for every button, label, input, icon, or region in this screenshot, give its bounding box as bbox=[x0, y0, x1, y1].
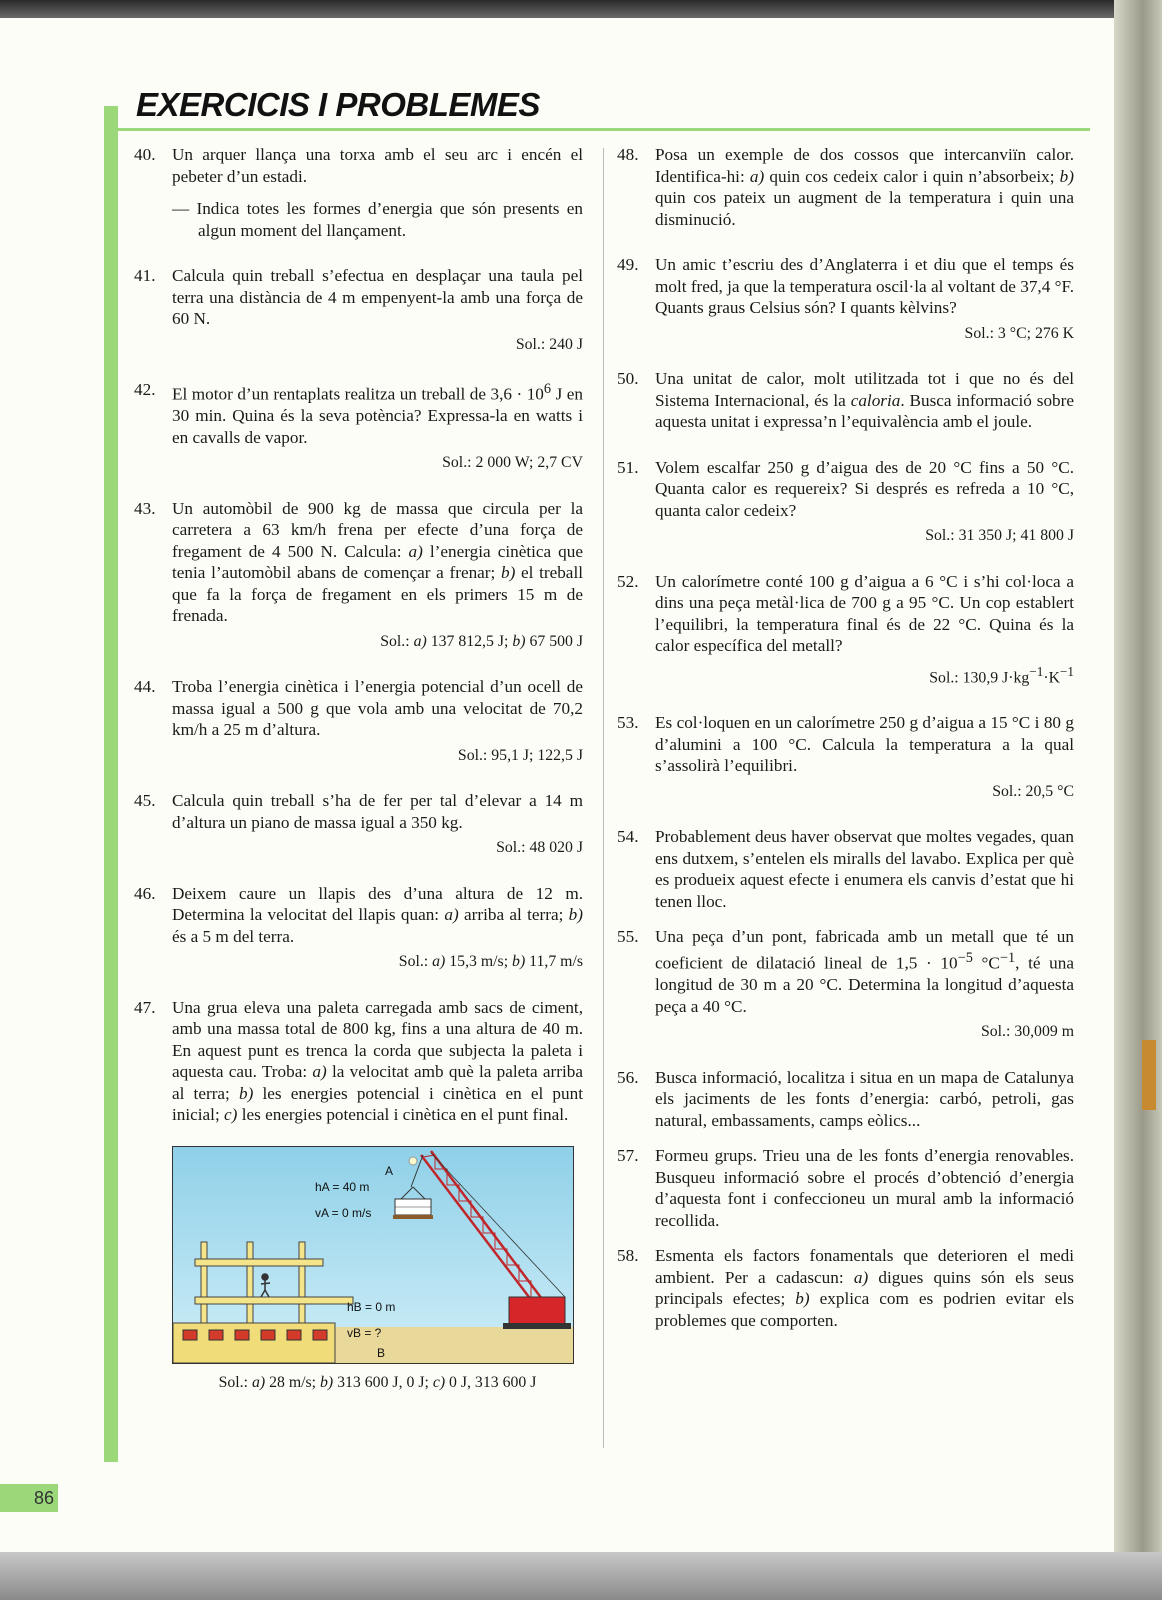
solution: Sol.: 240 J bbox=[515, 335, 583, 353]
exercise-51 bbox=[617, 457, 1074, 547]
exercise-text: Una unitat de calor, molt utilitzada tot i que no és del Sistema Internacional, és la caloria. Busca informació sobre aquesta unitat i expressa’n l’equivalència amb el joule. bbox=[655, 369, 1074, 431]
solution: Sol.: 30,009 m bbox=[980, 1023, 1074, 1040]
exercise-43 bbox=[134, 498, 583, 653]
exercise-47 bbox=[134, 997, 583, 1126]
exercise-number: 58. bbox=[617, 1246, 639, 1265]
exercise-number: 41. bbox=[134, 266, 156, 285]
exercise-55 bbox=[617, 926, 1074, 1042]
exercise-text: Es col·loquen en un calorímetre 250 g d’aigua a 15 °C i 80 g d’alumini a 100 °C. Calcula la temperatura a la qual s’assolirà l’equilibri. bbox=[655, 713, 1074, 776]
solution: Sol.: 20,5 °C bbox=[992, 782, 1074, 800]
crane-illustration bbox=[172, 1146, 574, 1364]
left-column bbox=[134, 144, 583, 1393]
figure-solution: Sol.: a) 28 m/s; b) 313 600 J, 0 J; c) 0 J, 313 600 J bbox=[218, 1373, 537, 1391]
exercise-number: 52. bbox=[617, 571, 639, 591]
exercise-45 bbox=[134, 790, 583, 859]
exercise-number: 57. bbox=[617, 1146, 639, 1165]
title-underline bbox=[118, 128, 1090, 131]
exercise-42 bbox=[134, 379, 583, 474]
solution: Sol.: 31 350 J; 41 800 J bbox=[925, 527, 1074, 544]
exercise-57 bbox=[617, 1145, 1074, 1231]
exercise-number: 50. bbox=[617, 369, 639, 388]
exercise-41 bbox=[134, 265, 583, 355]
right-column bbox=[617, 144, 1074, 1345]
exercise-text: Esmenta els factors fonamentals que deterioren el medi ambient. Per a cadascun: a) digues quins són els seus principals efectes; b) explica com es podrien evitar els problemes que comporten. bbox=[655, 1246, 1074, 1330]
exercise-56 bbox=[617, 1067, 1074, 1132]
page-title: EXERCICIS I PROBLEMES bbox=[136, 86, 540, 123]
exercise-53 bbox=[617, 712, 1074, 802]
exercise-text: Calcula quin treball s’efectua en desplaçar una taula pel terra una distància de 4 m empenyent-la amb una força de 60 N. bbox=[172, 266, 583, 328]
exercise-number: 54. bbox=[617, 827, 639, 847]
exercise-52 bbox=[617, 571, 1074, 689]
exercise-text: Un calorímetre conté 100 g d’aigua a 6 °C i s’hi col·loca a dins una peça metàl·lica de 700 g a 95 °C. Un cop establert l’equilibri, la temperatura final és de 22 °C. Quina és la calor específica del metall? bbox=[655, 571, 1074, 655]
height-b-label: hB = 0 m bbox=[347, 1299, 396, 1314]
exercise-text: Troba l’energia cinètica i l’energia potencial d’un ocell de massa igual a 500 g que vola amb una velocitat de 70,2 km/h a 25 m d’altura. bbox=[172, 677, 583, 740]
exercise-number: 40. bbox=[134, 145, 156, 164]
height-a-label: hA = 40 m bbox=[315, 1179, 370, 1194]
exercise-number: 46. bbox=[134, 883, 156, 903]
exercise-text: Un amic t’escriu des d’Anglaterra i et diu que el temps és molt fred, ja que la temperatura oscil·la al voltant de 37,4 °F. Quants graus Celsius són? I quants kèlvins? bbox=[655, 255, 1074, 317]
scan-right-edge bbox=[1114, 0, 1162, 1600]
adjacent-page-tab bbox=[1142, 1040, 1156, 1110]
exercise-54 bbox=[617, 826, 1074, 912]
exercise-49 bbox=[617, 254, 1074, 344]
point-b-label: B bbox=[377, 1345, 386, 1360]
exercise-text: Busca informació, localitza i situa en un mapa de Catalunya els jaciments de les fonts d’energia: carbó, petroli, gas natural, embassaments, camps eòlics... bbox=[655, 1067, 1074, 1130]
exercise-text: Una grua eleva una paleta carregada amb sacs de ciment, amb una massa total de 800 kg, fins a una altura de 40 m. En aquest punt es trenca la corda que subjecta la paleta i aquesta cau. Troba: a) la velocitat amb què la paleta arriba al terra; b) les energies potencial i cinètica en el punt inicial; c) les energies potencial i cinètica en el punt final. bbox=[172, 997, 583, 1125]
exercise-number: 53. bbox=[617, 713, 639, 733]
exercise-40 bbox=[134, 144, 583, 241]
solution: Sol.: 3 °C; 276 K bbox=[964, 324, 1074, 342]
section-accent-bar bbox=[104, 106, 118, 1462]
column-divider bbox=[603, 148, 604, 1448]
velocity-b-label: vB = ? bbox=[347, 1325, 382, 1340]
exercise-text: Probablement deus haver observat que moltes vegades, quan ens dutxem, s’entelen els miralls del lavabo. Explica per què es produeix aquest efecte i enumera els canvis d’estat que hi tenen lloc. bbox=[655, 827, 1074, 911]
exercise-text: Un automòbil de 900 kg de massa que circula per la carretera a 63 km/h frena per efecte d’una força de fregament de 4 500 N. Calcula: a) l’energia cinètica que tenia l’automòbil abans de començar a frenar; b) el treball que fa la força de fregament en els primers 15 m de frenada. bbox=[172, 498, 583, 626]
exercise-number: 44. bbox=[134, 677, 156, 697]
solution: Sol.: 130,9 $J\cdot kg^{-1}\cdot K^{-1}$ bbox=[929, 663, 1074, 686]
scan-top-edge bbox=[0, 0, 1162, 18]
exercise-48 bbox=[617, 144, 1074, 230]
scan-bottom-edge bbox=[0, 1552, 1162, 1600]
solution: Sol.: 95,1 J; 122,5 J bbox=[457, 746, 583, 764]
exercise-number: 49. bbox=[617, 255, 639, 274]
exercise-number: 43. bbox=[134, 498, 156, 518]
exercise-text: Calcula quin treball s’ha de fer per tal d’elevar a 14 m d’altura un piano de massa igual a 350 kg. bbox=[172, 791, 583, 832]
exercise-50 bbox=[617, 368, 1074, 433]
exercise-text: Una peça d’un pont, fabricada amb un metall que té un coeficient de dilatació lineal de $1,5 \cdot 10^{-5}$ $^\circ C^{-1}$, té una longitud de 30 m a 20 °C. Determina la longitud d’aquesta peça a 40 °C. bbox=[655, 927, 1074, 1016]
exercise-text: Volem escalfar 250 g d’aigua des de 20 °C fins a 50 °C. Quanta calor es requereix? Si després es refreda a 10 °C, quanta calor cedeix? bbox=[655, 457, 1074, 520]
solution: Sol.: 2 000 W; 2,7 CV bbox=[442, 454, 583, 472]
exercise-number: 51. bbox=[617, 457, 639, 477]
exercise-number: 42. bbox=[134, 380, 156, 399]
page-number: 86 bbox=[0, 1484, 58, 1512]
exercise-subitem: — Indica totes les formes d’energia que són presents en algun moment del llançament. bbox=[172, 199, 583, 240]
exercise-text: Deixem caure un llapis des d’una altura de 12 m. Determina la velocitat del llapis quan: a) arriba al terra; b) és a 5 m del terra. bbox=[172, 883, 583, 946]
velocity-a-label: vA = 0 m/s bbox=[315, 1205, 372, 1220]
solution: Sol.: a) 15,3 m/s; b) 11,7 m/s bbox=[398, 953, 583, 971]
solution: Sol.: 48 020 J bbox=[496, 839, 583, 857]
exercise-number: 55. bbox=[617, 927, 639, 947]
exercise-44 bbox=[134, 676, 583, 766]
exercise-number: 45. bbox=[134, 791, 156, 811]
exercise-number: 48. bbox=[617, 145, 639, 164]
exercise-text: El motor d’un rentaplats realitza un treball de $3,6 \cdot 10^6$ J en 30 min. Quina és la seva potència? Expressa-la en watts i en cavalls de vapor. bbox=[172, 381, 583, 447]
point-a-label: A bbox=[385, 1163, 394, 1178]
exercise-number: 47. bbox=[134, 997, 156, 1017]
exercise-text: Formeu grups. Trieu una de les fonts d’energia renovables. Busqueu informació sobre el procés d’obtenció d’energia d’aquesta font i confeccioneu un mural amb la informació recollida. bbox=[655, 1146, 1074, 1230]
exercise-46 bbox=[134, 883, 583, 973]
exercise-number: 56. bbox=[617, 1067, 639, 1087]
exercise-text: Un arquer llança una torxa amb el seu arc i encén el pebeter d’un estadi. bbox=[172, 145, 583, 186]
exercise-58 bbox=[617, 1245, 1074, 1331]
exercise-text: Posa un exemple de dos cossos que intercanviïn calor. Identifica-hi: a) quin cos cedeix calor i quin n’absorbeix; b) quin cos pateix un augment de la temperatura i quin una disminució. bbox=[655, 145, 1074, 229]
solution: Sol.: a) 137 812,5 J; b) 67 500 J bbox=[380, 632, 583, 650]
